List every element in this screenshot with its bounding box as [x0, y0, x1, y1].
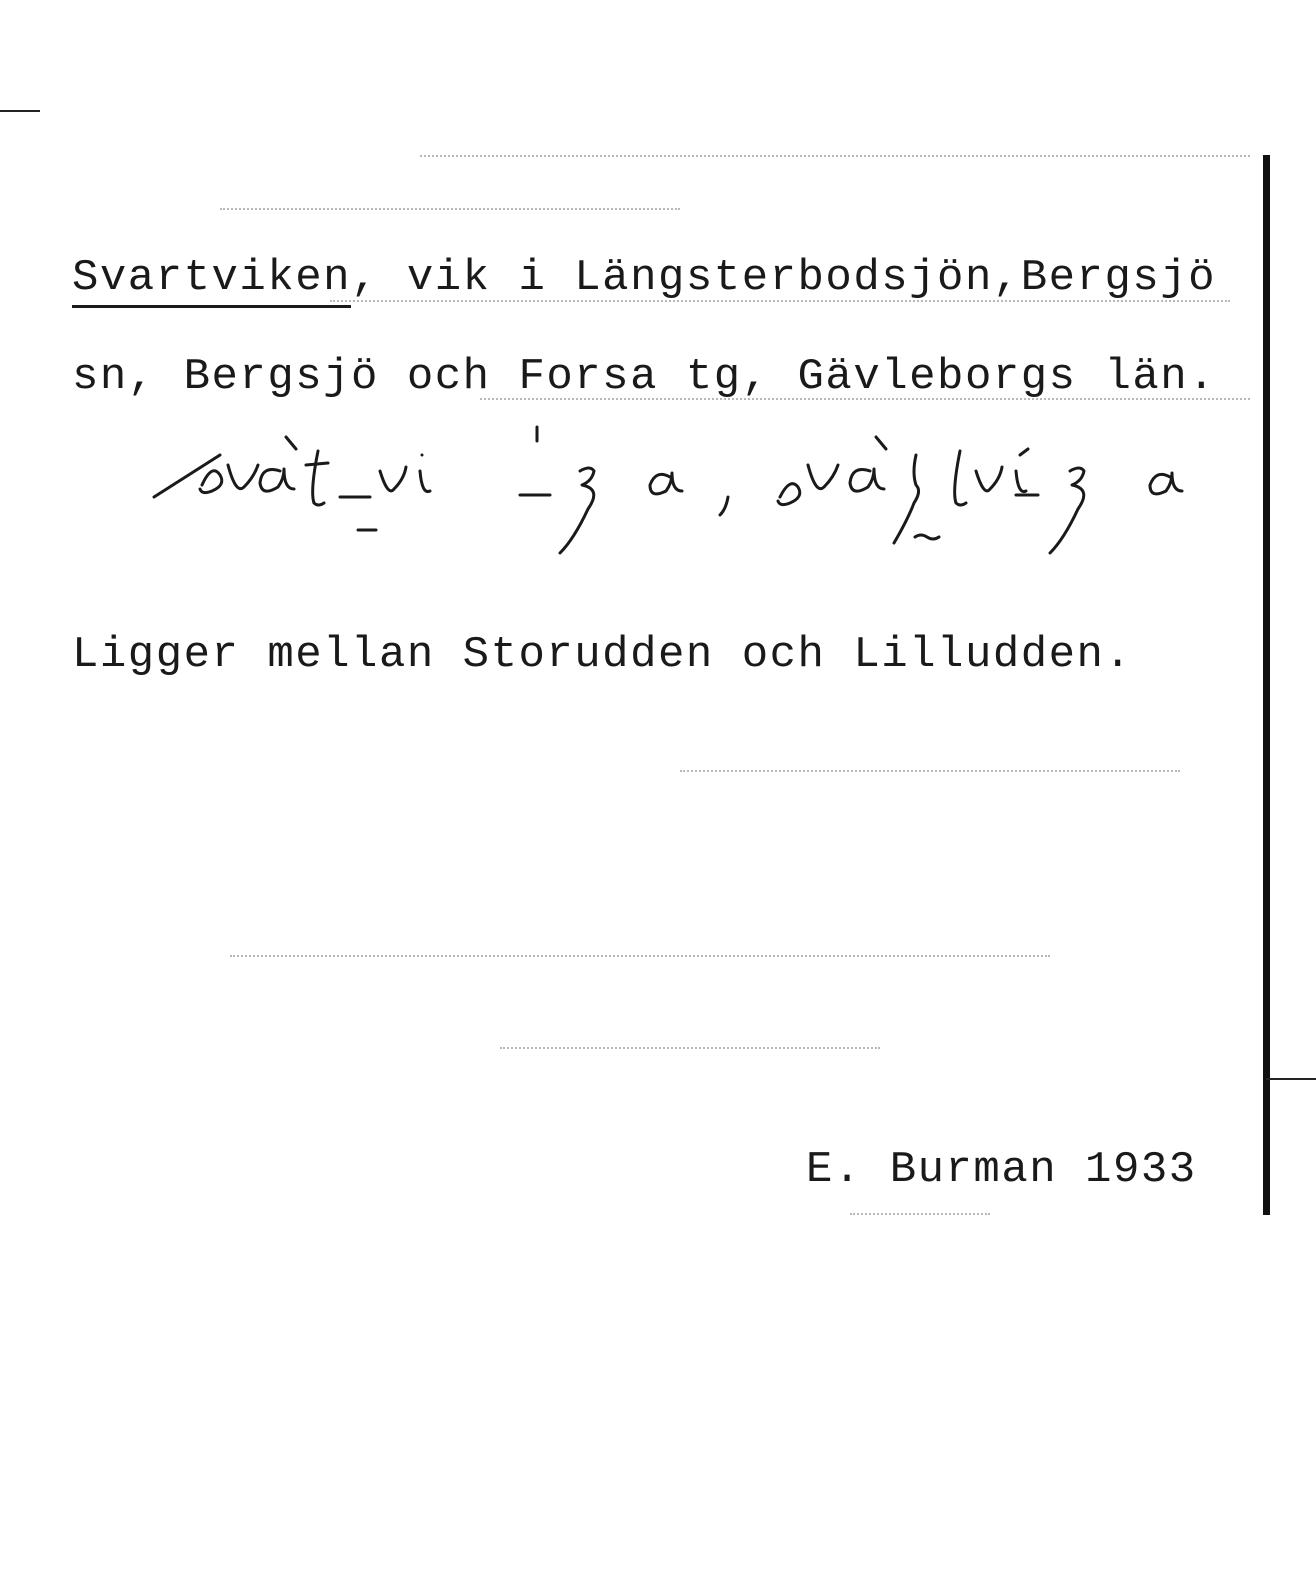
entry-line-1	[72, 253, 1216, 303]
ruling-line	[500, 1047, 880, 1049]
card-edge-mark-left	[0, 110, 40, 112]
headword: Svartviken	[72, 253, 351, 308]
ruling-line	[850, 1213, 990, 1215]
ruling-line	[680, 770, 1180, 772]
entry-line-1-rest: , vik i Längsterbodsjön,Bergsjö	[351, 253, 1217, 303]
location-note: Ligger mellan Storudden och Lilludden.	[72, 630, 1133, 680]
handwritten-pronunciation	[140, 415, 1220, 565]
author-signature: E. Burman 1933	[806, 1145, 1197, 1195]
handwritten-pronunciation-text	[0, 0, 1, 1]
ruling-line	[420, 155, 1250, 157]
ruling-line	[220, 208, 680, 210]
ruling-line	[230, 955, 1050, 957]
entry-line-2: sn, Bergsjö och Forsa tg, Gävleborgs län.	[72, 352, 1217, 402]
card-edge-right	[1263, 155, 1270, 1215]
card-edge-mark-right	[1266, 1078, 1316, 1080]
